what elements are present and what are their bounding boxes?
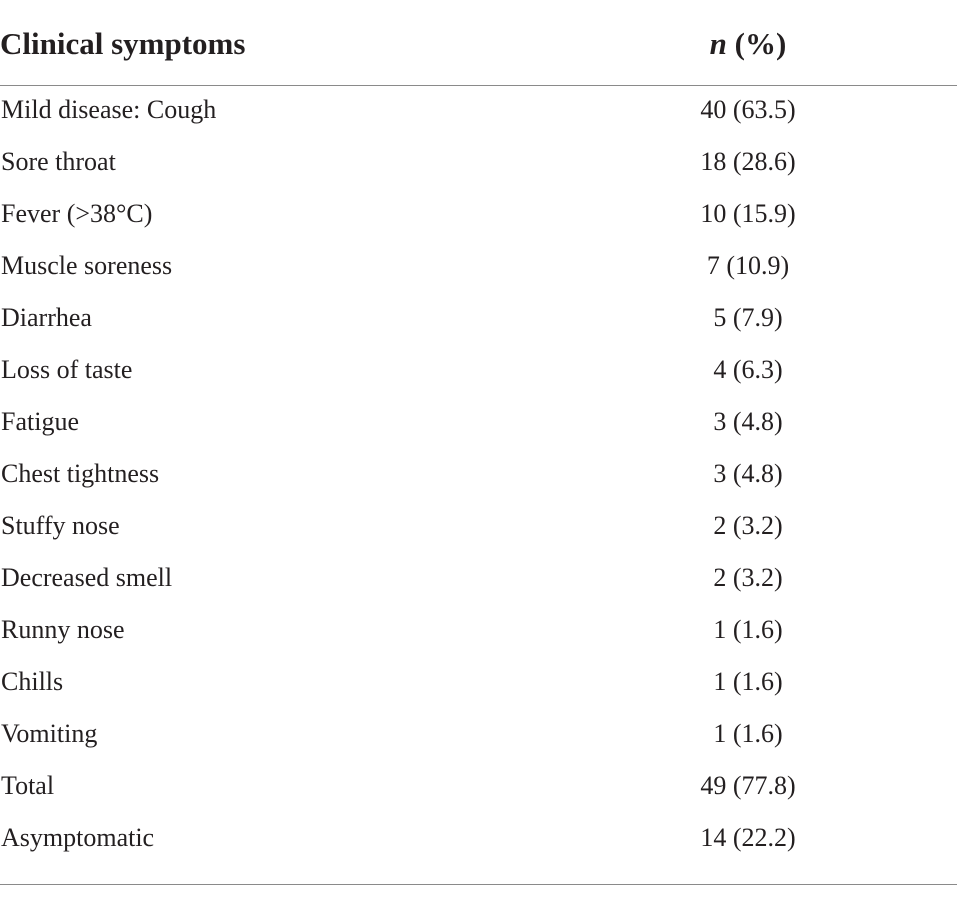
row-label: Muscle soreness xyxy=(1,251,173,280)
table-row xyxy=(0,554,957,606)
row-label: Diarrhea xyxy=(1,303,92,332)
table-row xyxy=(0,762,957,814)
row-value: 7 (10.9) xyxy=(706,251,790,280)
table-row xyxy=(0,242,957,294)
row-value: 49 (77.8) xyxy=(700,771,796,800)
row-label: Fever (>38°C) xyxy=(1,199,153,228)
row-value: 4 (6.3) xyxy=(713,355,783,384)
table-row xyxy=(0,86,957,138)
row-value: 3 (4.8) xyxy=(713,407,783,436)
row-value: 2 (3.2) xyxy=(713,511,783,540)
table-body xyxy=(0,86,957,866)
row-value: 14 (22.2) xyxy=(700,823,796,852)
row-label: Fatigue xyxy=(1,407,79,436)
header-n-label: n xyxy=(709,26,727,61)
table-row xyxy=(0,398,957,450)
table-row xyxy=(0,814,957,866)
table-row xyxy=(0,450,957,502)
row-value: 1 (1.6) xyxy=(713,667,783,696)
table-row xyxy=(0,294,957,346)
row-value: 1 (1.6) xyxy=(713,719,783,748)
table-header-row xyxy=(0,0,957,86)
header-clinical-symptoms: Clinical symptoms xyxy=(0,26,246,61)
table-row xyxy=(0,606,957,658)
table-row xyxy=(0,710,957,762)
row-label: Asymptomatic xyxy=(1,823,155,852)
table-row xyxy=(0,190,957,242)
row-label: Chest tightness xyxy=(1,459,160,488)
table-bottom-rule xyxy=(0,884,957,885)
row-label: Runny nose xyxy=(1,615,125,644)
row-label: Decreased smell xyxy=(1,563,173,592)
row-label: Loss of taste xyxy=(1,355,133,384)
row-label: Stuffy nose xyxy=(1,511,120,540)
row-value: 2 (3.2) xyxy=(713,563,783,592)
table-row xyxy=(0,658,957,710)
row-label: Total xyxy=(1,771,55,800)
row-value: 5 (7.9) xyxy=(713,303,783,332)
row-value: 3 (4.8) xyxy=(713,459,783,488)
row-value: 10 (15.9) xyxy=(700,199,796,228)
table-row xyxy=(0,346,957,398)
table-row xyxy=(0,138,957,190)
header-percent-label: (%) xyxy=(726,26,787,61)
row-value: 40 (63.5) xyxy=(700,95,796,124)
row-label: Vomiting xyxy=(1,719,98,748)
row-label: Mild disease: Cough xyxy=(1,95,217,124)
row-value: 1 (1.6) xyxy=(713,615,783,644)
row-value: 18 (28.6) xyxy=(700,147,796,176)
row-label: Sore throat xyxy=(1,147,116,176)
row-label: Chills xyxy=(1,667,64,696)
table-row xyxy=(0,502,957,554)
header-n-percent xyxy=(668,22,828,66)
